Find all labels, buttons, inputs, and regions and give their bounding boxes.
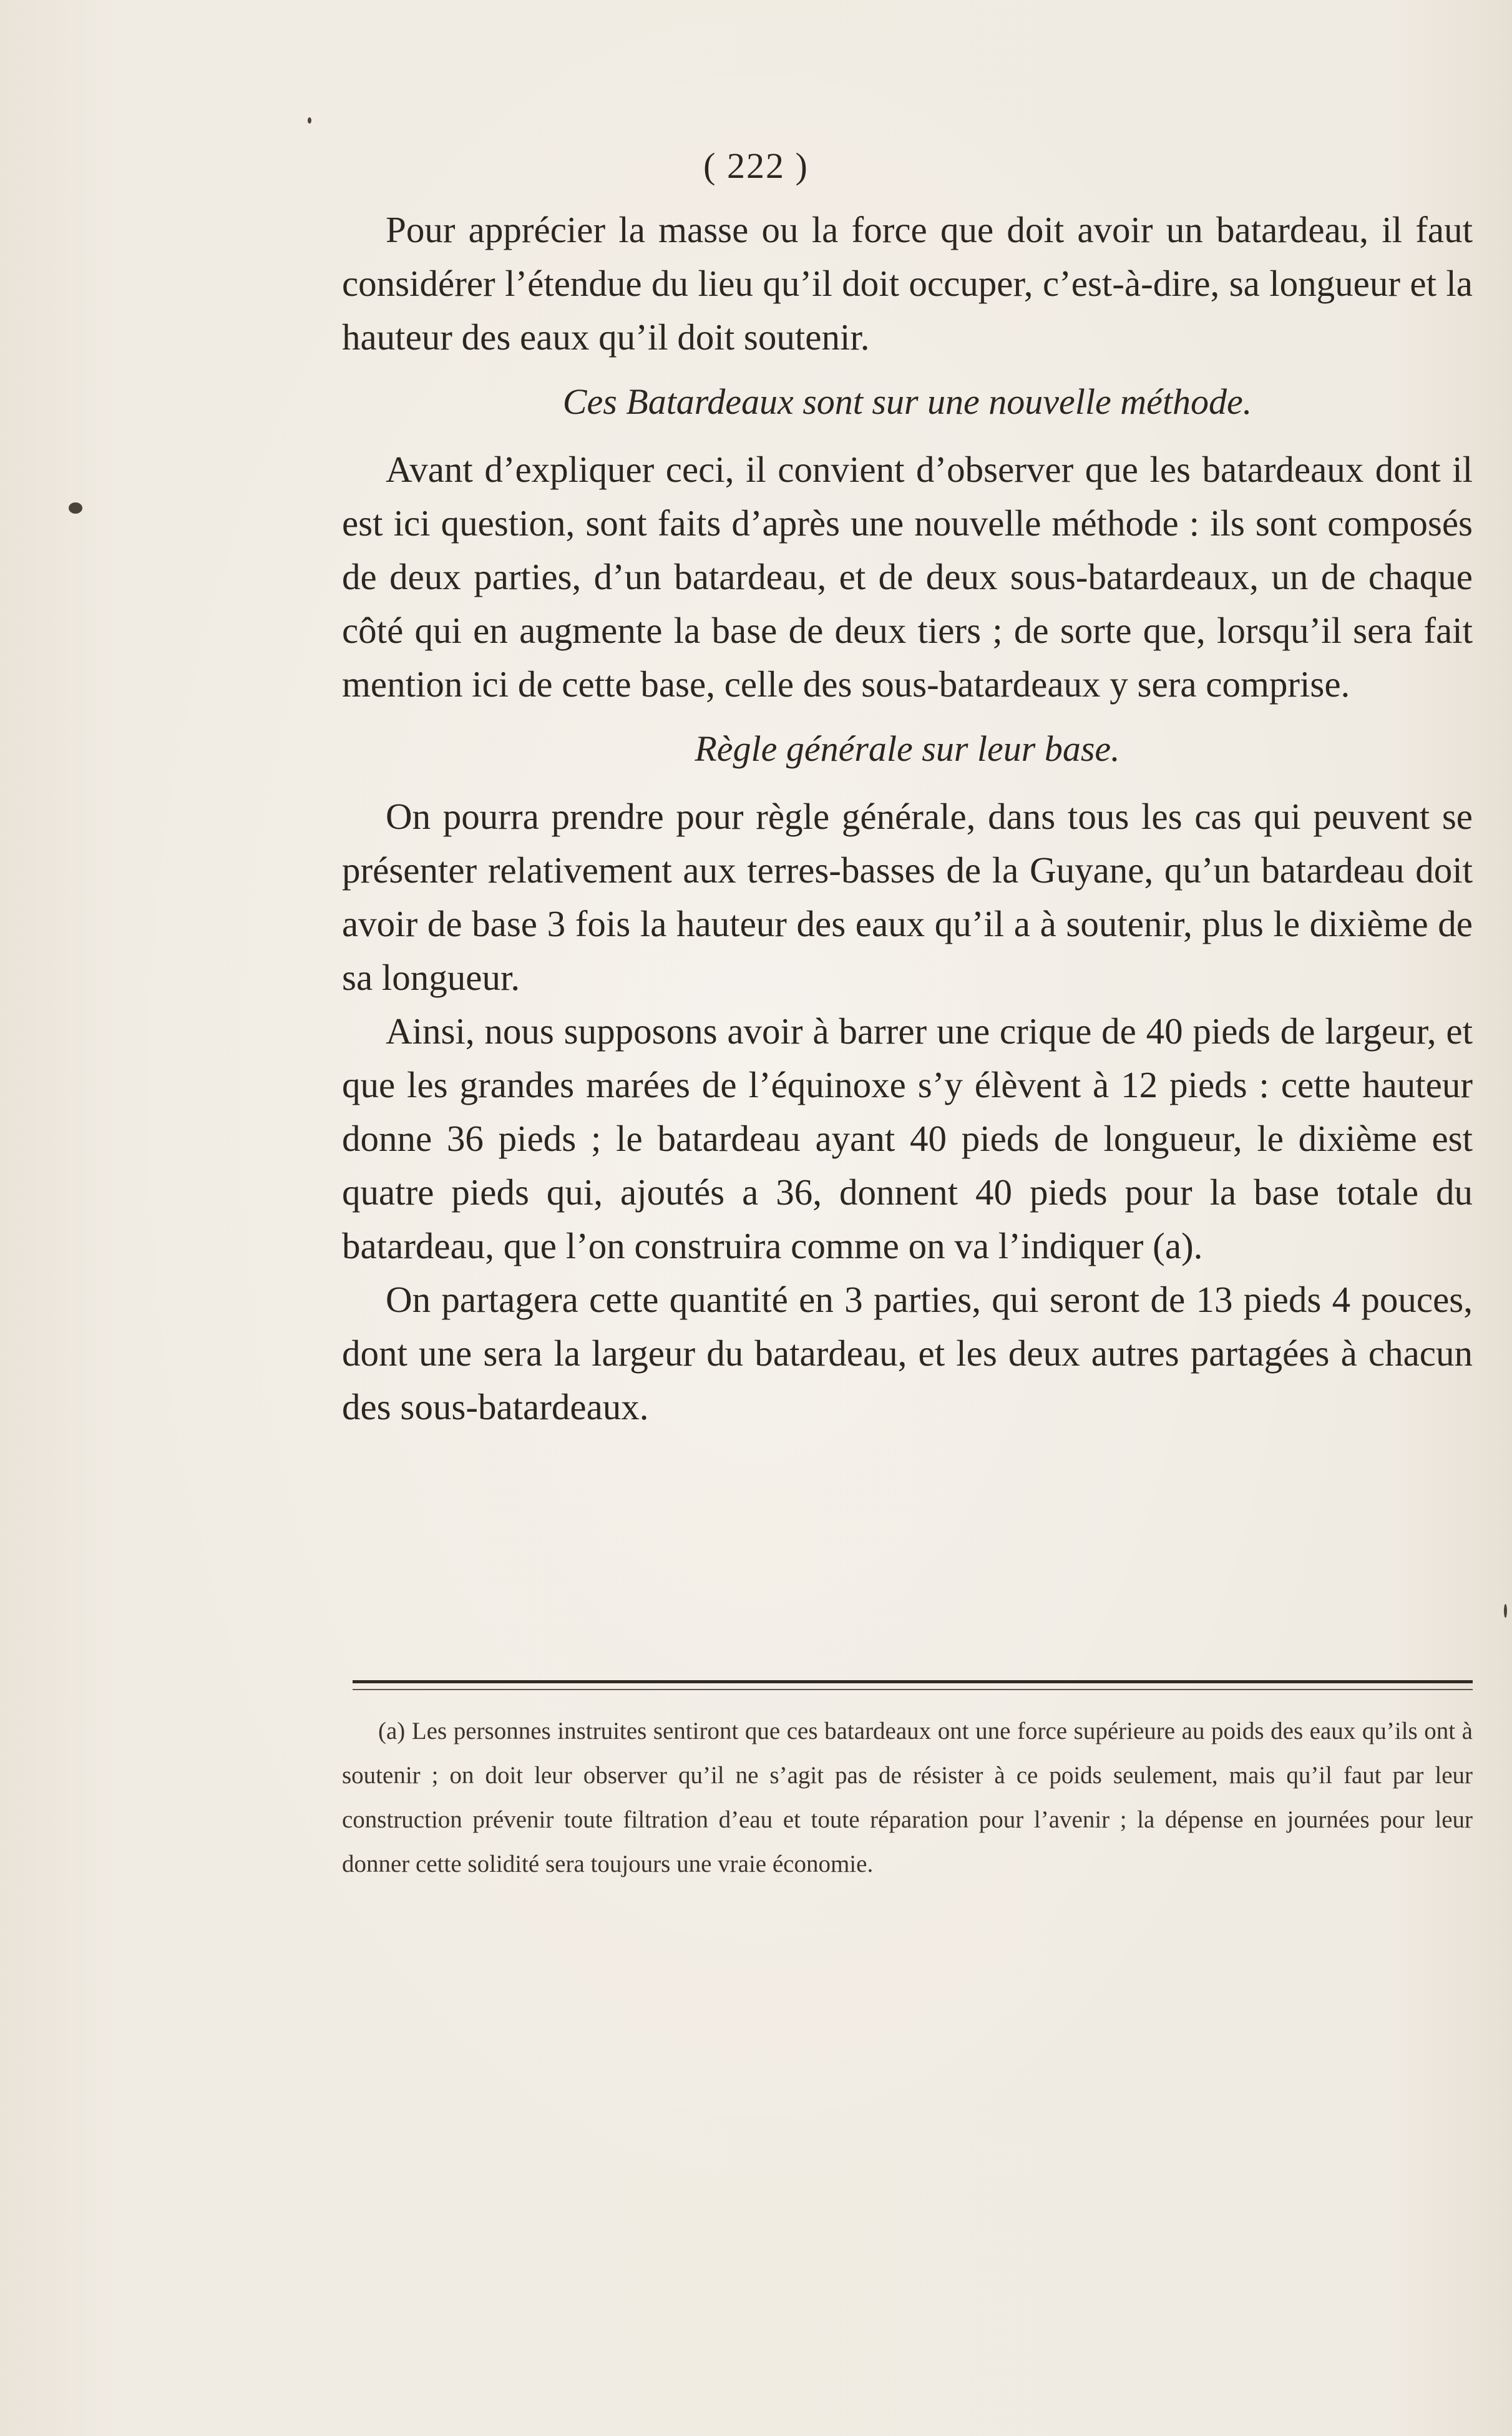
section-heading-new-method: Ces Batardeaux sont sur une nouvelle méthode.	[562, 381, 1252, 422]
paragraph-division: On partagera cette quantité en 3 parties, qui seront de 13 pieds 4 pouces, dont une sera la largeur du batardeau, et les deux autres partagées à chacun des sous-batardeaux.	[342, 1279, 1473, 1427]
paragraph-example: Ainsi, nous supposons avoir à barrer une crique de 40 pieds de largeur, et que les grandes marées de l’équinoxe s’y élèvent à 12 pieds : cette hauteur donne 36 pieds ; le batardeau ayant 40 pieds de longueur, le dixième est quatre pieds qui, ajoutés a 36, donnent 40 pieds pour la base totale du batardeau, que l’on construira comme on va l’indiquer (a).	[342, 1010, 1473, 1266]
footnote-rule	[353, 1680, 1473, 1683]
paragraph-rule: On pourra prendre pour règle générale, dans tous les cas qui peuvent se présenter relativement aux terres-basses de la Guyane, qu’un batardeau doit avoir de base 3 fois la hauteur des eaux qu’il a à soutenir, plus le dixième de sa longueur.	[342, 796, 1473, 998]
paragraph-intro: Pour apprécier la masse ou la force que doit avoir un batardeau, il faut considérer l’étendue du lieu qu’il doit occuper, c’est-à-dire, sa longueur et la hauteur des eaux qu’il doit soutenir.	[342, 209, 1473, 358]
ink-speck	[69, 502, 82, 514]
footnote: (a) Les personnes instruites sentiront que ces batardeaux ont une force supérieure au poids des eaux qu’ils ont à soutenir ; on doit leur observer qu’il ne s’agit pas de résister à ce poids seulement, mais qu’il faut par leur construction prévenir toute filtration d’eau et toute réparation pour l’avenir ; la dépense en journées pour leur donner cette solidité sera toujours une vraie économie.	[342, 1718, 1473, 1877]
main-text	[342, 203, 1473, 1434]
ink-speck	[1504, 1604, 1507, 1618]
paragraph-method: Avant d’expliquer ceci, il convient d’observer que les batardeaux dont il est ici question, sont faits d’après une nouvelle méthode : ils sont composés de deux parties, d’un batardeau, et de deux sous-batardeaux, un de chaque côté qui en augmente la base de deux tiers ; de sorte que, lorsqu’il sera fait mention ici de cette base, celle des sous-batardeaux y sera comprise.	[342, 449, 1473, 705]
ink-speck	[308, 117, 311, 124]
page-number: ( 222 )	[703, 145, 809, 186]
section-heading-general-rule: Règle générale sur leur base.	[695, 728, 1120, 769]
footnote-rule-thin	[353, 1689, 1473, 1690]
